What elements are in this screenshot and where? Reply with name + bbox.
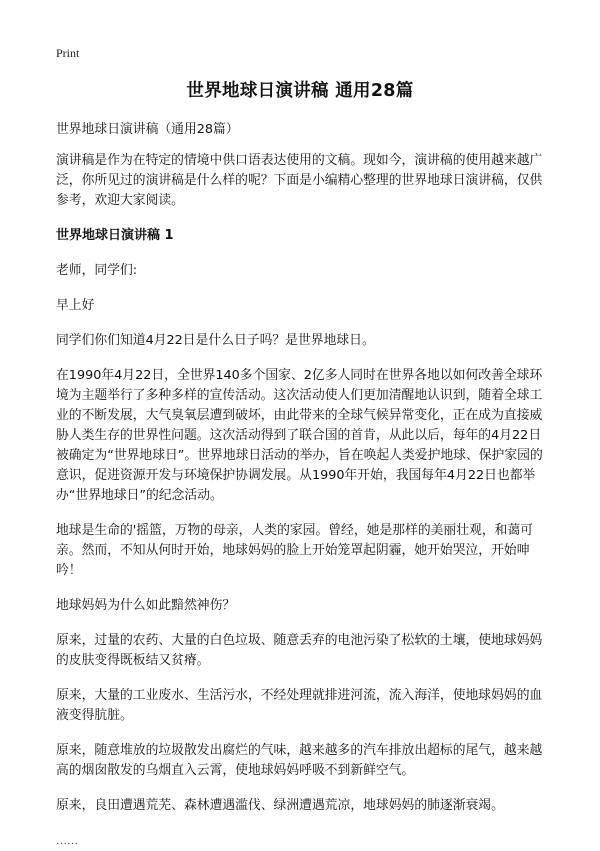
paragraph-question: 同学们你们知道4月22日是什么日子吗？是世界地球日。 — [56, 333, 375, 348]
more-ellipsis: …… — [56, 835, 78, 847]
paragraph-water: 原来，大量的工业废水、生活污水，不经处理就排进河流，流入海洋，使地球妈妈的血液变得肮脏。 — [56, 688, 543, 723]
paragraph-forest: 原来，良田遭遇荒芜、森林遭遇滥伐、绿洲遭遇荒凉，地球妈妈的肺逐渐衰竭。 — [56, 798, 504, 813]
paragraph-greeting: 老师，同学们: — [56, 263, 138, 278]
print-link[interactable]: Print — [56, 46, 80, 60]
paragraph-history: 在1990年4月22日，全世界140多个国家、2亿多人同时在世界各地以如何改善全球环境为主题举行了多种多样的宣传活动。这次活动使人们更加清醒地认识到，随着全球工业的不断发展，大气臭氧层遭到破坏，由此带来的全球气候异常变化，正在成为直接威胁人类生存的世界性问题。这次活动得到了联合国的首肯，从此以后，每年的4月22日被确定为“世界地球日”。世界地球日活动的举办，旨在唤起人类爱护地球、保护家园的意识，促进资源开发与环境保护协调发展。从1990年开始，我国每年4月22日也都举办“世界地球日”的纪念活动。 — [56, 368, 543, 503]
paragraph-soil: 原来，过量的农药、大量的白色垃圾、随意丢弃的电池污染了松软的土壤，使地球妈妈的皮肤变得既板结又贫瘠。 — [56, 633, 543, 668]
paragraph-good-morning: 早上好 — [56, 298, 95, 313]
document-body — [56, 120, 550, 851]
paragraph-why-sad: 地球妈妈为什么如此黯然神伤？ — [56, 598, 236, 613]
paragraph-earth-cradle: 地球是生命的'摇篮，万物的母亲，人类的家园。曾经，她是那样的美丽壮观，和蔼可亲。然而，不知从何时开始，地球妈妈的脸上开始笼罩起阴霾，她开始哭泣，开始呻吟！ — [56, 523, 534, 578]
section-heading: 世界地球日演讲稿 1 — [56, 228, 174, 243]
document-subtitle: 世界地球日演讲稿（通用28篇） — [56, 122, 239, 137]
document-title: 世界地球日演讲稿 通用28篇 — [186, 81, 414, 101]
paragraph-air: 原来，随意堆放的垃圾散发出腐烂的气味，越来越多的汽车排放出超标的尾气，越来越高的烟囱散发的乌烟直入云霄，使地球妈妈呼吸不到新鲜空气。 — [56, 743, 543, 778]
intro-paragraph: 演讲稿是作为在特定的情境中供口语表达使用的文稿。现如今，演讲稿的使用越来越广泛，你所见过的演讲稿是什么样的呢？下面是小编精心整理的世界地球日演讲稿，仅供参考，欢迎大家阅读。 — [56, 153, 543, 208]
